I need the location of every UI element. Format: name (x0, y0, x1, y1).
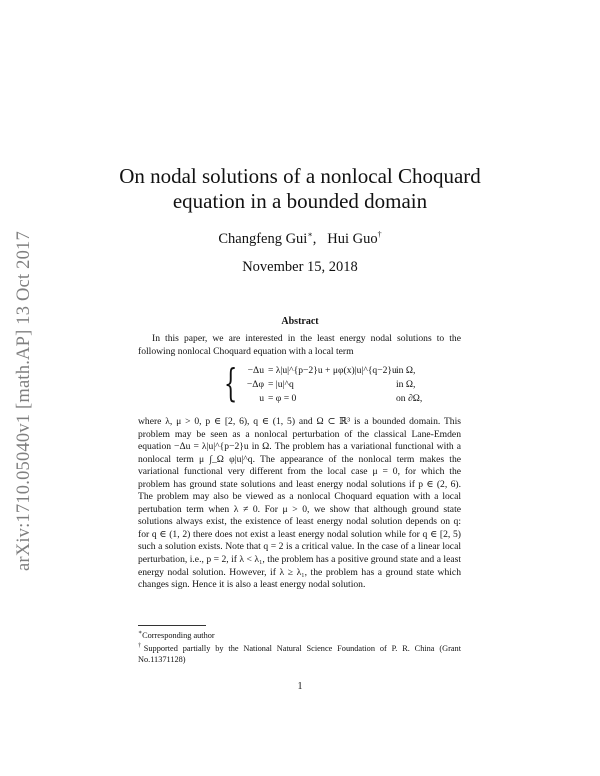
author-name: Changfeng Gui (218, 230, 308, 247)
author-footnote-mark: ∗ (307, 230, 313, 239)
footnote-text: Corresponding author (142, 630, 215, 640)
paper-title (90, 164, 510, 214)
equation-rhs: = φ = 0 (268, 393, 297, 404)
page-number: 1 (297, 681, 303, 692)
equation-lhs: −Δu (247, 365, 264, 376)
author-footnote-mark: † (377, 230, 382, 239)
equation-system (224, 361, 484, 407)
title-line-2: equation in a bounded domain (172, 189, 428, 213)
footnote-divider (138, 625, 206, 626)
equation-row (224, 365, 484, 378)
footnote-text: Supported partially by the National Natural Science Foundation of P. R. China (Grant No.11371128) (138, 644, 461, 664)
equation-row (224, 379, 484, 392)
left-brace-icon: { (224, 361, 238, 405)
footnote (138, 641, 461, 665)
footnote (138, 628, 461, 641)
author-separator: , (312, 230, 317, 247)
footnote-mark: ∗ (138, 630, 143, 636)
equation-lhs: u (259, 393, 264, 404)
equation-rhs: = |u|^q (268, 379, 294, 390)
title-line-1: On nodal solutions of a nonlocal Choquard (119, 164, 481, 188)
footnote-mark: † (138, 643, 144, 650)
author-list (90, 230, 510, 248)
abstract-heading: Abstract (281, 316, 319, 327)
equation-row (224, 393, 484, 406)
abstract-intro: In this paper, we are interested in the least energy nodal solutions to the following nonlocal Choquard equation with a local term (138, 333, 461, 357)
equation-domain: in Ω, (396, 379, 416, 390)
author-name: Hui Guo (327, 230, 378, 247)
publication-date: November 15, 2018 (242, 259, 358, 275)
equation-lhs: −Δφ (246, 379, 264, 390)
equation-domain: on ∂Ω, (396, 393, 423, 404)
arxiv-stamp: arXiv:1710.05040v1 [math.AP] 13 Oct 2017 (14, 231, 34, 571)
equation-domain: in Ω, (396, 365, 416, 376)
equation-rhs: = λ|u|^{p−2}u + μφ(x)|u|^{q−2}u (268, 365, 397, 376)
footnotes (138, 628, 461, 665)
abstract-body: where λ, μ > 0, p ∈ [2, 6), q ∈ (1, 5) and Ω ⊂ ℝ³ is a bounded domain. This problem may be seen as a nonlocal perturbation of the classical Lane-Emden equation −Δu = λ|u|^{p−2}u in Ω. The problem has a variational functional with a nonlocal term μ ∫_Ω φ|u|^q. The appearance of the nonlocal term makes the variational functional very different from the local case μ = 0, for which the problem has ground state solutions and least energy nodal solutions if p ∈ (2, 6). The problem may also be viewed as a nonlocal Choquard equation with a local pertubation term when λ ≠ 0. For μ > 0, we show that although ground state solutions always exist, the existence of least energy nodal solution depends on q: for q ∈ (1, 2) there does not exist a least energy nodal solution while for q ∈ [2, 5) such a solution exists. Note that q = 2 is a critical value. In the case of a linear local perturbation, i.e., p = 2, if λ < λ₁, the problem has a positive ground state and a least energy nodal solution. However, if λ ≥ λ₁, the problem has a ground state which changes sign. Hence it is also a least energy nodal solution. (138, 416, 461, 591)
